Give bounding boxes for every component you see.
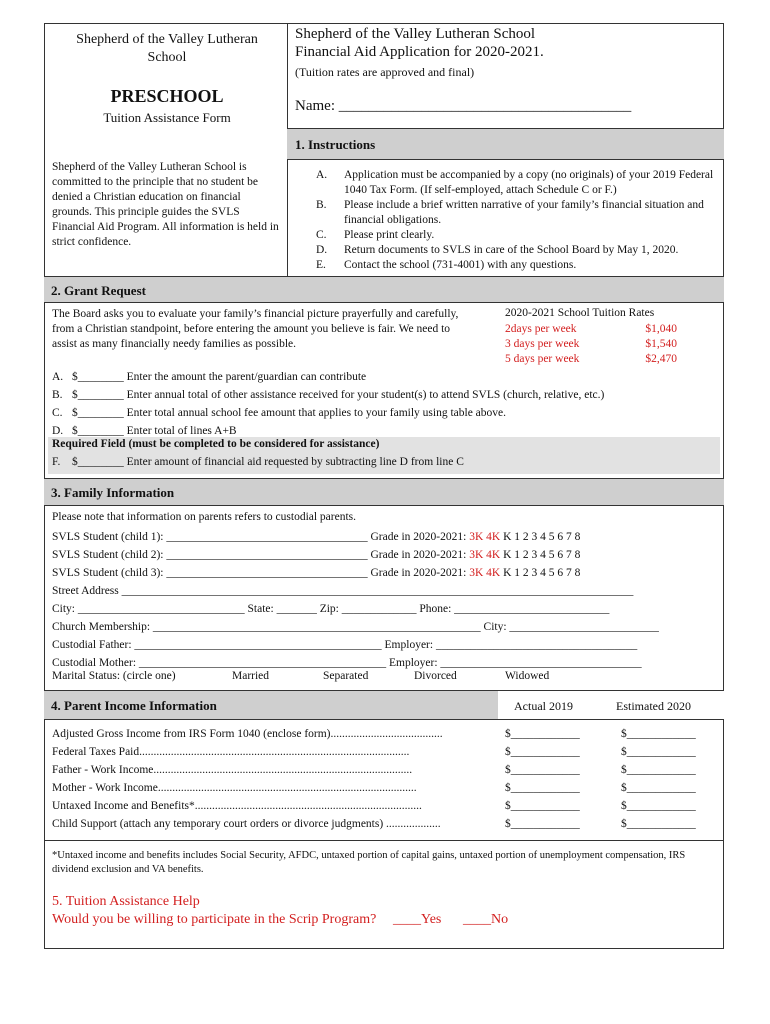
grant-intro: The Board asks you to evaluate your family’s financial picture prayerfully and carefully, from a Christian standpoint, before entering the amount you believe is fair. We need to assist as many financially needy families as possible. [52,308,459,350]
required-note: Required Field (must be completed to be considered for assistance) [52,438,380,450]
income-estimated-field[interactable]: $____________ [621,782,696,794]
line-text: Enter total annual school fee amount that applies to your family using table above. [126,407,507,419]
marital-widowed[interactable]: Widowed [505,670,550,682]
grant-header [44,276,724,303]
item-text: Application must be accompanied by a copy (no originals) of your 2019 Federal 1040 Tax Form. (If self-employed, attach Schedule C or F.) [344,169,714,196]
item-text: Please print clearly. [344,229,435,241]
income-estimated-field[interactable]: $____________ [621,728,696,740]
amount-blank[interactable]: $________ [72,425,124,437]
name-field[interactable]: Name: _______________________________________ [295,98,632,114]
income-actual-field[interactable]: $____________ [505,800,580,812]
family-header [44,478,724,506]
income-header [44,690,724,720]
line-text: Enter amount of financial aid requested by subtracting line D from line C [126,456,464,468]
income-estimated-field[interactable]: $____________ [621,764,696,776]
city-state-zip-phone-field[interactable]: City: _____________________________ State: _______ Zip: _____________ Phone: ___________________________ [52,603,610,615]
item-text: Please include a brief written narrative of your family’s financial situation and financial obligations. [344,199,704,226]
income-row-label: Untaxed Income and Benefits*............................................................................... [52,800,422,812]
income-estimated-col [621,725,696,833]
rate-label: 2days per week [505,323,577,335]
title-line-1: Shepherd of the Valley Lutheran School [295,26,536,42]
income-actual-field[interactable]: $____________ [505,746,580,758]
grade-options-red[interactable]: 3K 4K [469,549,501,561]
item-letter: C. [316,229,327,241]
grade-options-red[interactable]: 3K 4K [469,567,501,579]
marital-divorced[interactable]: Divorced [414,670,457,682]
street-address-field[interactable]: Street Address _________________________________________________________________________________________ [52,585,634,597]
student-row[interactable] [52,528,659,546]
header-divider [287,23,288,129]
grant-line-a[interactable] [52,368,604,386]
school-name-left: Shepherd of the Valley Lutheran School [76,32,258,65]
income-row-label: Child Support (attach any temporary court orders or divorce judgments) ................... [52,818,441,830]
grade-label: Grade in 2020-2021: [370,567,467,579]
income-col-estimated: Estimated 2020 [616,699,691,713]
grade-label: Grade in 2020-2021: [370,549,467,561]
income-estimated-field[interactable]: $____________ [621,800,696,812]
list-item [316,243,721,258]
income-heading: 4. Parent Income Information [51,698,217,713]
income-col-actual: Actual 2019 [514,699,573,713]
student-name-field[interactable]: SVLS Student (child 3): ___________________________________ [52,567,368,579]
custodial-mother-field[interactable]: Custodial Mother: ___________________________________________ Employer: ___________________________________ [52,657,642,669]
amount-blank[interactable]: $________ [72,389,124,401]
scrip-no-option[interactable]: ____No [463,912,509,927]
scrip-yes-option[interactable]: ____Yes [393,912,442,927]
item-letter: A. [316,169,328,181]
list-item [316,228,721,243]
marital-separated[interactable]: Separated [323,670,369,682]
family-note: Please note that information on parents refers to custodial parents. [52,511,357,523]
line-text: Enter annual total of other assistance received for your student(s) to attend SVLS (church, relative, etc.) [126,389,605,401]
income-actual-field[interactable]: $____________ [505,728,580,740]
rate-row [505,322,677,337]
income-footnote: *Untaxed income and benefits includes Social Security, AFDC, untaxed portion of capital gains, untaxed portion of unemployment compensation, IRS dividend exclusion and VA benefits. [52,850,686,875]
family-heading: 3. Family Information [51,485,175,500]
item-letter: D. [316,244,328,256]
form-subtitle: Tuition Assistance Form [103,110,231,125]
instructions-header [287,128,724,160]
amount-blank[interactable]: $________ [72,456,124,468]
list-item [316,198,721,228]
income-divider [44,840,724,841]
rate-label: 3 days per week [505,338,580,350]
item-letter: E. [316,259,326,271]
grant-line-b[interactable] [52,386,604,404]
income-rows [52,725,443,833]
income-estimated-field[interactable]: $____________ [621,746,696,758]
list-item [316,168,721,198]
item-text: Return documents to SVLS in care of the School Board by May 1, 2020. [344,244,679,256]
income-actual-col [505,725,580,833]
custodial-father-field[interactable]: Custodial Father: ___________________________________________ Employer: ___________________________________ [52,639,638,651]
item-text: Contact the school (731-4001) with any questions. [344,259,577,271]
student-name-field[interactable]: SVLS Student (child 1): ___________________________________ [52,531,368,543]
church-membership-field[interactable]: Church Membership: _________________________________________________________ City: __________________________ [52,621,659,633]
grant-line-f[interactable] [52,456,464,468]
rate-amount: $1,540 [645,338,677,350]
income-row-label: Federal Taxes Paid.............................................................................................. [52,746,410,758]
income-estimated-field[interactable]: $____________ [621,818,696,830]
grade-options[interactable]: K 1 2 3 4 5 6 7 8 [503,531,581,543]
grade-options[interactable]: K 1 2 3 4 5 6 7 8 [503,567,581,579]
line-letter: B. [52,389,63,401]
income-row-label: Father - Work Income.......................................................................................... [52,764,413,776]
grant-heading: 2. Grant Request [51,283,146,298]
income-actual-field[interactable]: $____________ [505,818,580,830]
rate-row [505,352,677,367]
grade-options[interactable]: K 1 2 3 4 5 6 7 8 [503,549,581,561]
rate-label: 5 days per week [505,353,580,365]
rate-amount: $1,040 [645,323,677,335]
scrip-question: Would you be willing to participate in the Scrip Program? [52,912,377,927]
rates-note: (Tuition rates are approved and final) [295,65,475,79]
income-actual-field[interactable]: $____________ [505,782,580,794]
grant-line-c[interactable] [52,404,604,422]
amount-blank[interactable]: $________ [72,371,124,383]
line-letter: A. [52,371,64,383]
rate-amount: $2,470 [645,353,677,365]
income-row-label: Mother - Work Income.......................................................................................... [52,782,417,794]
grade-options-red[interactable]: 3K 4K [469,531,501,543]
rate-row [505,337,677,352]
line-letter: F. [52,456,61,468]
student-lines [52,528,659,672]
line-letter: D. [52,425,64,437]
item-letter: B. [316,199,327,211]
policy-text: Shepherd of the Valley Lutheran School is committed to the principle that no student be denied a Christian education on financial grounds. This principle guides the SVLS Financial Aid Program. All information is held in strict confidence. [52,161,279,248]
income-actual-field[interactable]: $____________ [505,764,580,776]
instructions-heading: 1. Instructions [295,137,376,152]
title-line-2: Financial Aid Application for 2020-2021. [295,44,544,60]
amount-blank[interactable]: $________ [72,407,124,419]
list-item [316,258,721,273]
line-text: Enter the amount the parent/guardian can contribute [126,371,367,383]
marital-married[interactable]: Married [232,670,270,682]
income-row-label: Adjusted Gross Income from IRS Form 1040 (enclose form)....................................... [52,728,443,740]
section1-divider [287,160,288,276]
student-name-field[interactable]: SVLS Student (child 2): ___________________________________ [52,549,368,561]
grant-lines [52,368,604,440]
instructions-list [316,168,721,273]
rates-table [505,322,677,367]
rates-title: 2020-2021 School Tuition Rates [505,307,655,319]
marital-label: Marital Status: (circle one) [52,670,176,682]
student-row[interactable] [52,546,659,564]
preschool-title: PRESCHOOL [110,86,224,106]
line-text: Enter total of lines A+B [126,425,237,437]
grade-label: Grade in 2020-2021: [370,531,467,543]
student-row[interactable] [52,564,659,582]
line-letter: C. [52,407,63,419]
help-heading: 5. Tuition Assistance Help [52,894,200,909]
